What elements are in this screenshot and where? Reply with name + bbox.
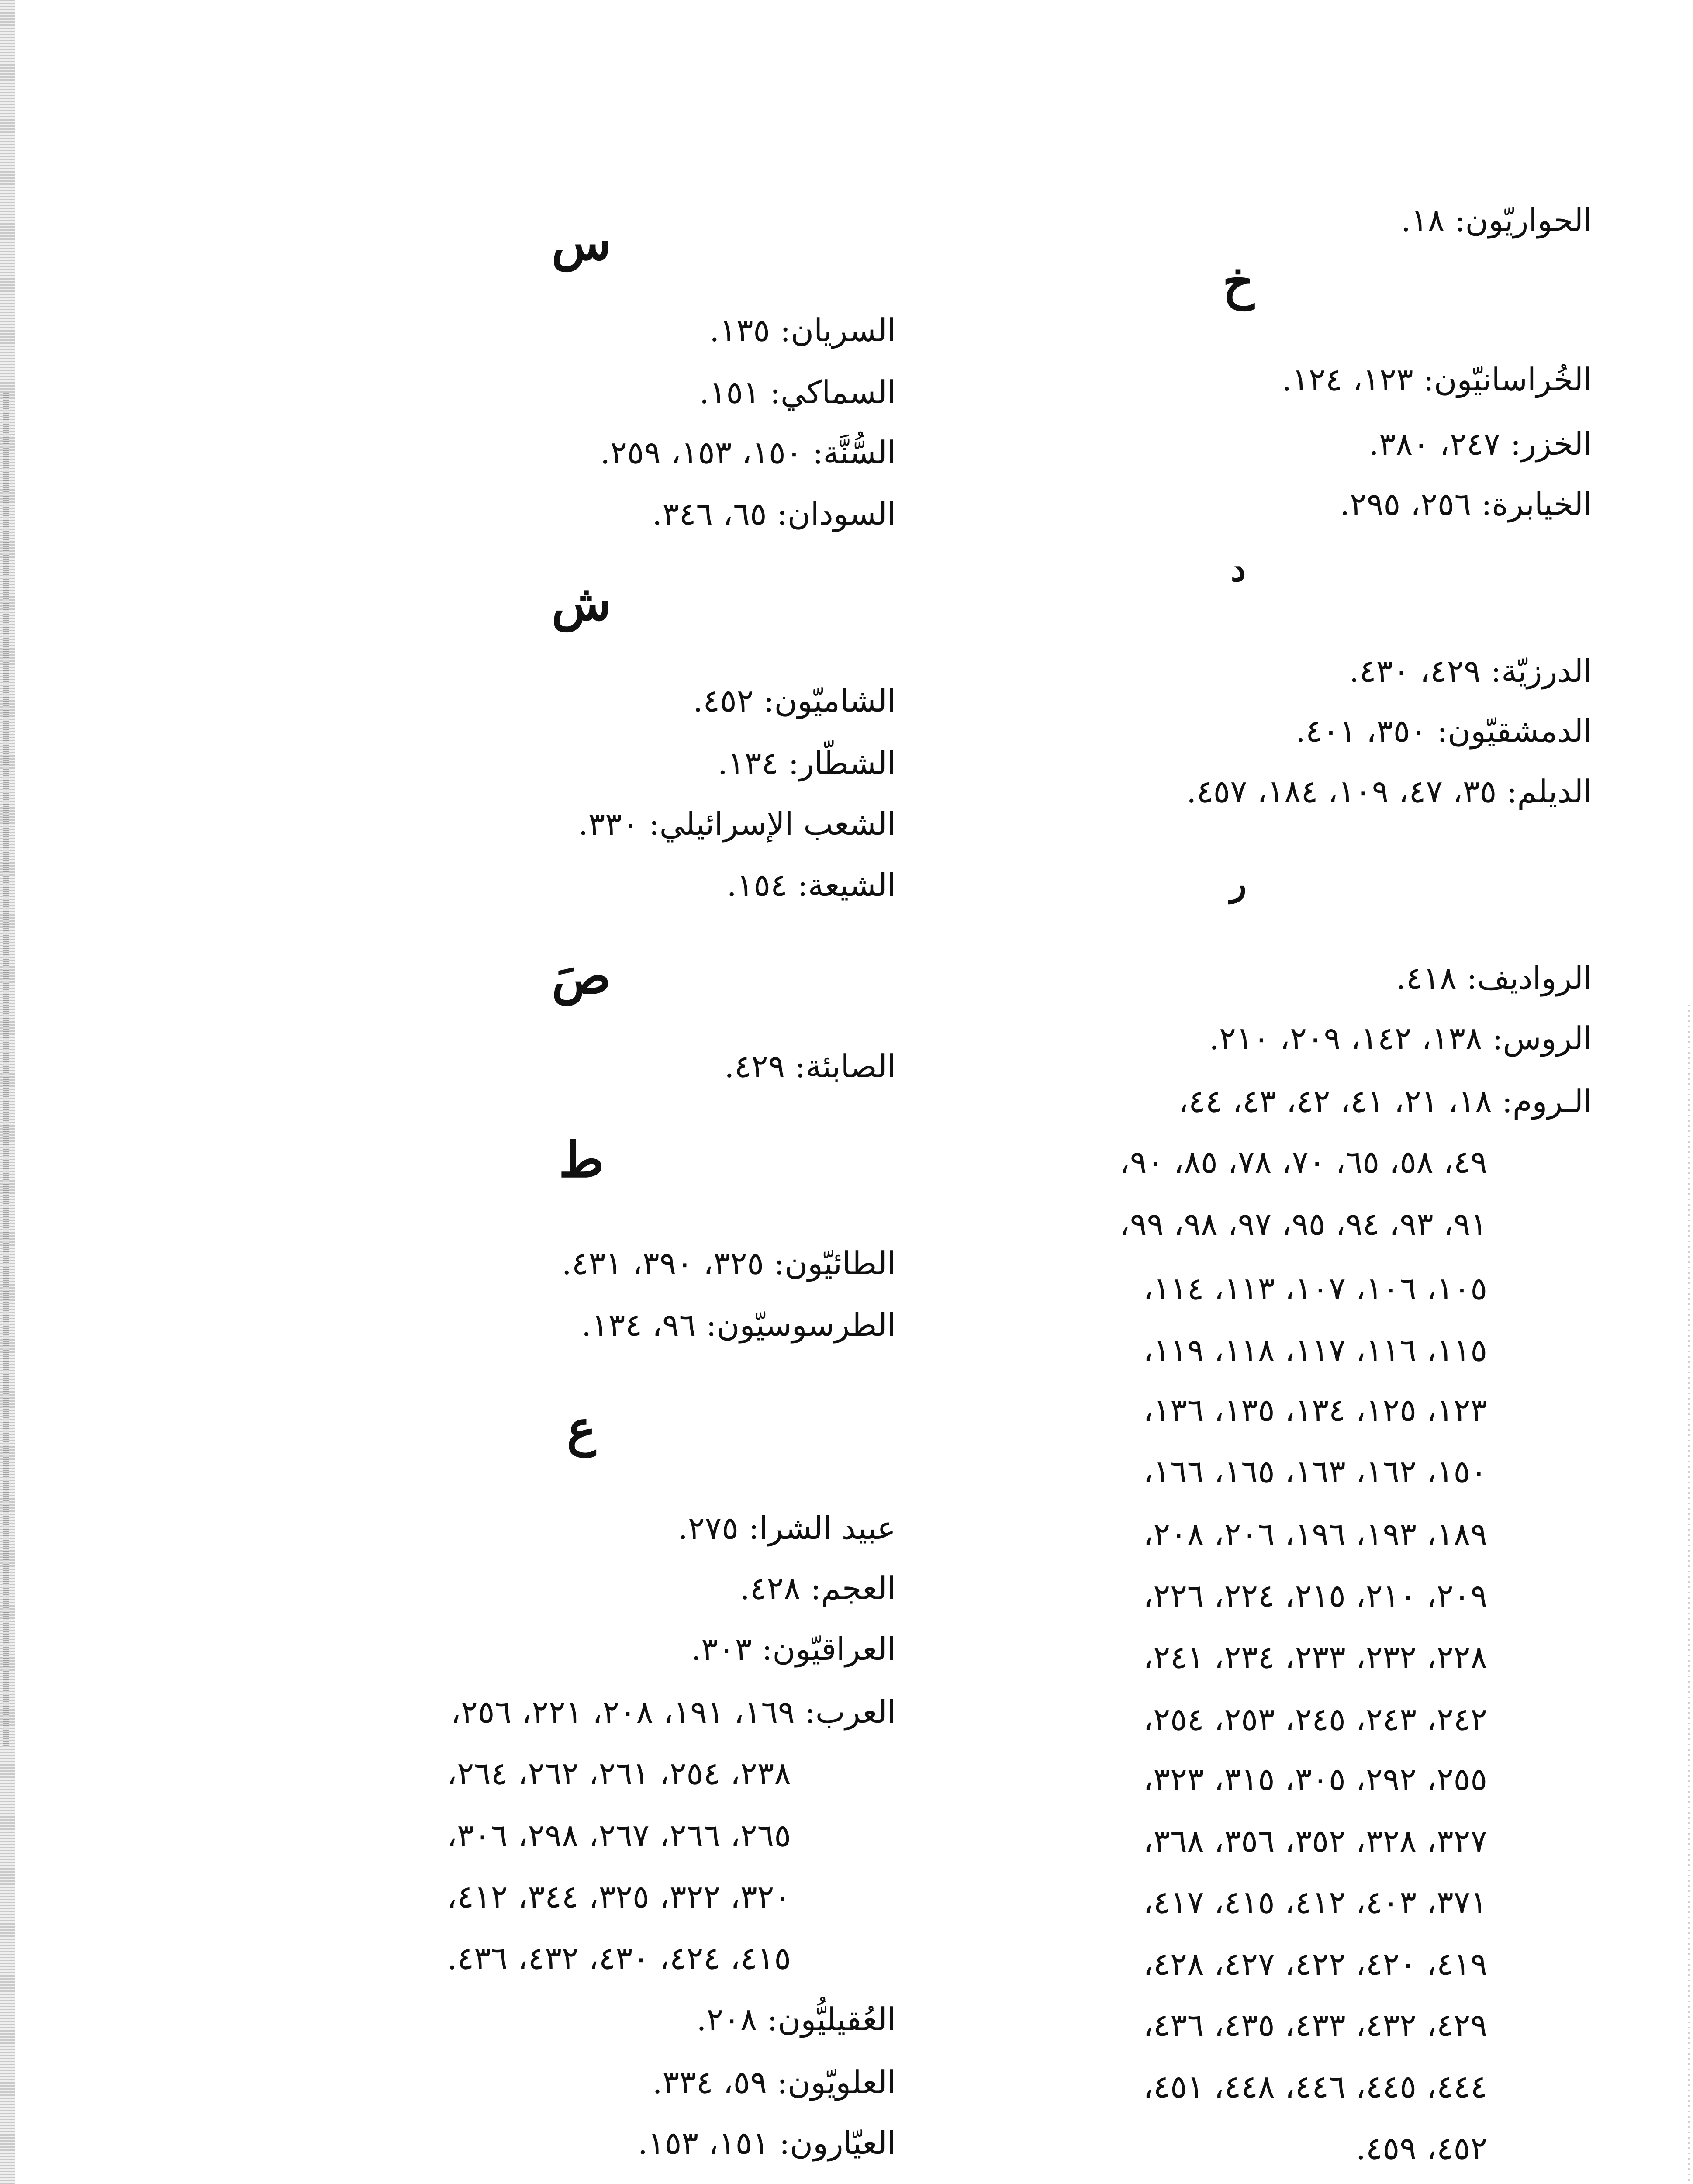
index-entry: العُقيليُّون: ٢٠٨. xyxy=(696,2001,896,2038)
letter-heading: ش xyxy=(551,574,612,632)
index-entry-continuation: ٣٧١، ٤٠٣، ٤١٢، ٤١٥، ٤١٧، xyxy=(1143,1884,1487,1921)
index-entry-continuation: ٢٦٥، ٢٦٦، ٢٦٧، ٢٩٨، ٣٠٦، xyxy=(447,1817,791,1854)
index-entry-continuation: ٣٢٧، ٣٢٨، ٣٥٢، ٣٥٦، ٣٦٨، xyxy=(1143,1822,1487,1859)
page-edge-marks xyxy=(1688,1005,1690,2184)
letter-heading: صَ xyxy=(552,948,611,1005)
index-entry-continuation: ٤١٩، ٤٢٠، ٤٢٢، ٤٢٧، ٤٢٨، xyxy=(1143,1946,1487,1982)
book-binding-shadow xyxy=(3,393,9,1747)
index-entry: السماكي: ١٥١. xyxy=(699,374,896,411)
index-entry-continuation: ٤٥٢، ٤٥٩. xyxy=(1355,2130,1487,2167)
letter-heading: خ xyxy=(1222,253,1254,311)
index-entry-continuation: ٩١، ٩٣، ٩٤، ٩٥، ٩٧، ٩٨، ٩٩، xyxy=(1119,1206,1487,1242)
index-entry: الطرسوسيّون: ٩٦، ١٣٤. xyxy=(581,1306,896,1343)
index-entry: الدرزيّة: ٤٢٩، ٤٣٠. xyxy=(1349,653,1592,689)
index-entry: السريان: ١٣٥. xyxy=(709,312,896,349)
index-entry: الخُراسانيّون: ١٢٣، ١٢٤. xyxy=(1282,361,1592,398)
index-entry: الخزر: ٢٤٧، ٣٨٠. xyxy=(1368,425,1592,462)
index-entry: السودان: ٦٥، ٣٤٦. xyxy=(652,495,896,532)
index-entry-continuation: ١٨٩، ١٩٣، ١٩٦، ٢٠٦، ٢٠٨، xyxy=(1143,1516,1487,1552)
letter-heading: س xyxy=(551,214,612,271)
index-entry: الحواريّون: ١٨. xyxy=(1401,202,1592,238)
index-entry: الدمشقيّون: ٣٥٠، ٤٠١. xyxy=(1296,712,1592,749)
letter-heading: ع xyxy=(567,1400,596,1457)
index-entry-continuation: ٣٢٠، ٣٢٢، ٣٢٥، ٣٤٤، ٤١٢، xyxy=(447,1878,791,1915)
index-entry: العرب: ١٦٩، ١٩١، ٢٠٨، ٢٢١، ٢٥٦، xyxy=(450,1693,896,1730)
index-entry-continuation: ٤٢٩، ٤٣٢، ٤٣٣، ٤٣٥، ٤٣٦، xyxy=(1143,2007,1487,2043)
index-entry: العراقيّون: ٣٠٣. xyxy=(691,1631,896,1667)
index-entry: الشطّار: ١٣٤. xyxy=(718,745,896,781)
index-entry-continuation: ٤١٥، ٤٢٤، ٤٣٠، ٤٣٢، ٤٣٦. xyxy=(447,1940,791,1977)
index-entry: العلويّون: ٥٩، ٣٣٤. xyxy=(652,2064,896,2101)
index-entry: الشعب الإسرائيلي: ٣٣٠. xyxy=(578,805,896,842)
index-entry-continuation: ٤٤٤، ٤٤٥، ٤٤٦، ٤٤٨، ٤٥١، xyxy=(1143,2068,1487,2105)
index-entry: الشاميّون: ٤٥٢. xyxy=(693,682,896,719)
index-entry-continuation: ٢٠٩، ٢١٠، ٢١٥، ٢٢٤، ٢٢٦، xyxy=(1143,1577,1487,1614)
index-entry: الـروم: ١٨، ٢١، ٤١، ٤٢، ٤٣، ٤٤، xyxy=(1178,1083,1592,1120)
index-entry: الطائيّون: ٣٢٥، ٣٩٠، ٤٣١. xyxy=(561,1245,896,1282)
index-entry-continuation: ٢٢٨، ٢٣٢، ٢٣٣، ٢٣٤، ٢٤١، xyxy=(1143,1639,1487,1676)
index-entry-continuation: ١٢٣، ١٢٥، ١٣٤، ١٣٥، ١٣٦، xyxy=(1143,1392,1487,1428)
letter-heading: ر xyxy=(1230,864,1247,904)
index-entry: العجم: ٤٢٨. xyxy=(739,1570,896,1607)
index-entry-continuation: ٤٩، ٥٨، ٦٥، ٧٠، ٧٨، ٨٥، ٩٠، xyxy=(1119,1144,1487,1180)
index-entry: الديلم: ٣٥، ٤٧، ١٠٩، ١٨٤، ٤٥٧. xyxy=(1186,773,1592,810)
index-entry-continuation: ٢٣٨، ٢٥٤، ٢٦١، ٢٦٢، ٢٦٤، xyxy=(447,1755,791,1792)
index-entry: الشيعة: ١٥٤. xyxy=(726,867,896,903)
letter-heading: د xyxy=(1230,549,1246,589)
index-entry-continuation: ٢٥٥، ٢٩٢، ٣٠٥، ٣١٥، ٣٢٣، xyxy=(1143,1761,1487,1797)
index-entry: السُّنَّة: ١٥٠، ١٥٣، ٢٥٩. xyxy=(600,434,896,471)
index-entry: الروس: ١٣٨، ١٤٢، ٢٠٩، ٢١٠. xyxy=(1209,1020,1592,1057)
index-entry: الخيابرة: ٢٥٦، ٢٩٥. xyxy=(1340,486,1592,522)
index-entry-continuation: ١٥٠، ١٦٢، ١٦٣، ١٦٥، ١٦٦، xyxy=(1143,1453,1487,1490)
index-entry: الرواديف: ٤١٨. xyxy=(1396,960,1592,996)
index-entry-continuation: ١٠٥، ١٠٦، ١٠٧، ١١٣، ١١٤، xyxy=(1143,1270,1487,1307)
index-entry: الصابئة: ٤٢٩. xyxy=(724,1048,896,1085)
index-entry: العيّارون: ١٥١، ١٥٣. xyxy=(638,2125,896,2161)
index-entry-continuation: ٢٤٢، ٢٤٣، ٢٤٥، ٢٥٣، ٢٥٤، xyxy=(1143,1701,1487,1738)
index-entry-continuation: ١١٥، ١١٦، ١١٧، ١١٨، ١١٩، xyxy=(1143,1332,1487,1368)
index-entry: عبيد الشرا: ٢٧٥. xyxy=(677,1510,896,1546)
letter-heading: ط xyxy=(559,1131,604,1189)
